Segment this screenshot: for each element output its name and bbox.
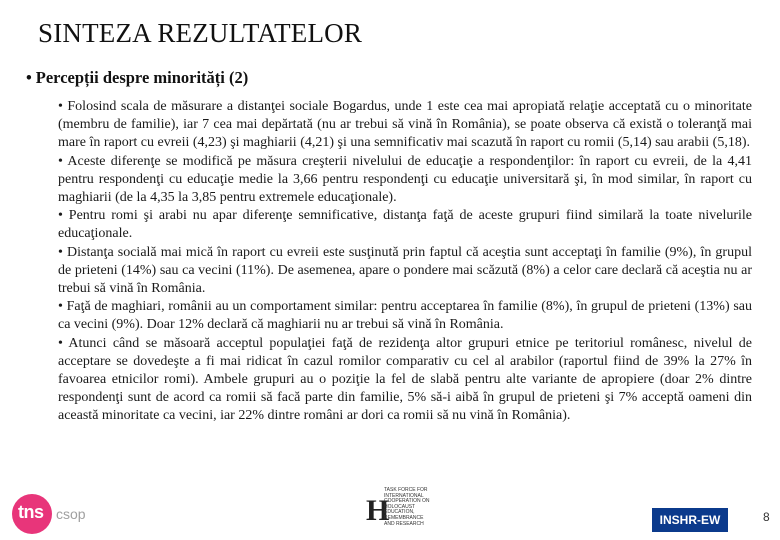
body-text: [58, 98, 752, 426]
paragraph-1: • Folosind scala de măsurare a distanţei sociale Bogardus, unde 1 este cea mai apropiată relaţie acceptată cu o minoritate (membru de familie), iar 7 cea mai depărtată (nu ar trebui să vină în România), se poate observa că există o toleranţă mai mare în raport cu evreii (4,23) şi maghiarii (4,21) şi una semnificativ mai scazută în raport cu romii (5,14) sau arabii (5,18).: [58, 99, 752, 151]
slide-title: SINTEZA REZULTATELOR: [38, 18, 363, 48]
paragraph-4: • Distanţa socială mai mică în raport cu evreii este susţinută prin faptul că aceştia sunt acceptaţi în familie (9%), în grupul de prieteni (14%) sau ca vecini (11%). De asemenea, apare o pondere mai scăzută (8%) a celor care declară că aceştia nu ar trebui să vină în România.: [58, 244, 752, 297]
task-force-line: TASK FORCE FOR: [384, 487, 428, 493]
task-force-line: COOPERATION ON: [384, 498, 430, 505]
task-force-h-letter: H: [366, 494, 390, 527]
subtitle-text: Percepții despre minorități (2): [35, 68, 249, 87]
task-force-line: AND RESEARCH: [384, 520, 424, 527]
task-force-line: EDUCATION,: [384, 509, 415, 516]
task-force-line: INTERNATIONAL: [384, 492, 424, 499]
paragraph-3: • Pentru romi şi arabi nu apar diferenţe semnificative, distanţa faţă de aceste grupuri fiind similară la toate nivelurile educaţionale.: [58, 208, 752, 242]
tns-csop-logo: [12, 494, 132, 530]
tns-logo-text: tns: [18, 502, 44, 522]
csop-logo-text: csop: [56, 506, 86, 522]
task-force-line: HOLOCAUST: [384, 503, 416, 510]
inshr-ew-logo: INSHR-EW: [652, 508, 728, 532]
paragraph-2: • Aceste diferenţe se modifică pe măsura creşterii nivelului de educaţie a respondenţilor: în raport cu evreii, de la 4,41 pentru respondenţi cu educaţie medie la 3,66 pentru respondenţi cu educaţie universitară şi, în mod similar, în raport cu maghiarii (de la 4,35 la 3,85 pentru extremele educaţionale).: [58, 153, 752, 206]
task-force-logo: [366, 488, 428, 536]
paragraph-5: • Faţă de maghiari, românii au un comportament similar: pentru acceptarea în familie (8%), în grupul de prieteni (13%) sau ca vecini (9%). Doar 12% declară că maghiarii nu ar trebui să vină în România.: [58, 299, 752, 333]
subtitle-bullet: •: [26, 68, 32, 87]
task-force-line: REMEMBRANCE: [384, 514, 424, 521]
section-subtitle: [26, 68, 248, 88]
task-force-text: [384, 488, 429, 527]
paragraph-6: • Atunci când se măsoară acceptul populaţiei faţă de rezidenţa altor grupuri etnice pe teritoriul românesc, nivelul de acceptare se dovedeşte a fi mai ridicat în cazul romilor comparativ cu cel al arabilor (raportul fiind de 39% la 27% în favoarea etnicilor romi). Ambele grupuri au o poziţie la fel de slabă pentru alte variante de apropiere (doar 2% dintre respondenţi sunt de acord ca romii să facă parte din familie, 5% să-i aibă în grupul de prieteni şi 7% acceptă oameni din această minoritate ca vecini, iar 22% dintre români ar dori ca romii să nu vină în România).: [58, 335, 752, 424]
page-number: 8: [763, 510, 770, 524]
